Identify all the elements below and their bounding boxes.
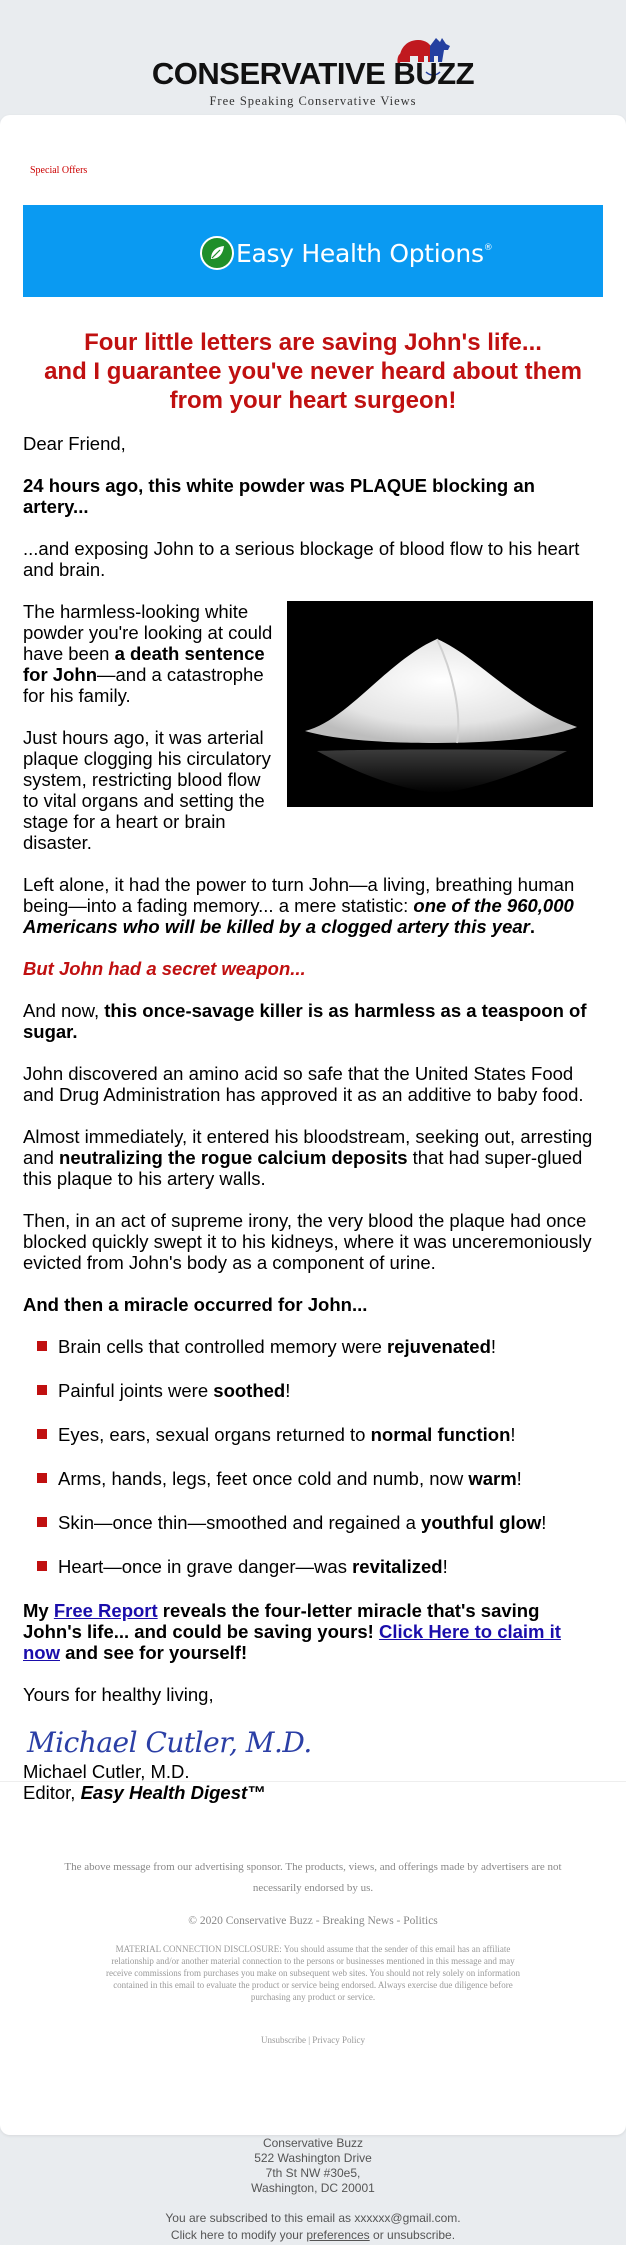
list-item	[23, 1336, 603, 1357]
list-item	[23, 1512, 603, 1533]
divider	[0, 1781, 626, 1782]
text: reveals the four-letter miracle that's saving John's life... and could be saving yours!	[23, 1600, 540, 1642]
logo[interactable]	[0, 16, 626, 108]
text: Arms, hands, legs, feet once cold and numb, now	[58, 1468, 469, 1489]
text: Painful joints were	[58, 1380, 214, 1401]
text: !	[510, 1424, 516, 1445]
material-disclosure: MATERIAL CONNECTION DISCLOSURE: You should assume that the sender of this email has an affiliate relationship and/or another material connection to the persons or businesses mentioned in this message and may receive commissions from purchases you make on subsequent web sites. You should not rely solely on information contained in this email to evaluate the product or service being endorsed. Always exercise due diligence before purchasing any product or service.	[106, 1944, 520, 2002]
text: Almost immediately, it entered his bloodstream, seeking out, arresting and	[23, 1126, 593, 1168]
list-item	[23, 1556, 603, 1577]
paragraph-plaque	[23, 475, 603, 517]
paragraph-amino-acid: John discovered an amino acid so safe that the United States Food and Drug Administration has approved it as an additive to baby food.	[23, 1063, 584, 1105]
benefits-list	[23, 1336, 603, 1577]
text: My	[23, 1600, 54, 1621]
bold-text: normal function	[370, 1424, 511, 1445]
bold-text: 24 hours ago, this white powder was PLAQUE blocking an artery...	[23, 475, 535, 517]
red-square-bullet-icon	[37, 1473, 47, 1483]
text: !	[541, 1512, 547, 1533]
bold-text: And then a miracle occurred for John...	[23, 1294, 368, 1315]
easy-health-banner[interactable]	[23, 205, 603, 297]
headline-line: Four little letters are saving John's life...	[84, 329, 542, 356]
paragraph-exposing: ...and exposing John to a serious blockage of blood flow to his heart and brain.	[23, 538, 580, 580]
text: !	[516, 1468, 522, 1489]
address-line: 7th St NW #30e5,	[265, 2166, 361, 2180]
red-square-bullet-icon	[37, 1561, 47, 1571]
headline-line: from your heart surgeon!	[169, 387, 457, 414]
text: And now,	[23, 1000, 105, 1021]
text: —and a catastrophe for his family.	[23, 664, 264, 706]
paragraph-and-now	[23, 1000, 603, 1042]
bold-text: this once-savage killer is as harmless as a teaspoon of sugar.	[23, 1000, 587, 1042]
preferences-link[interactable]: preferences	[306, 2228, 370, 2242]
address-line: Washington, DC 20001	[251, 2181, 375, 2195]
special-offers-label: Special Offers	[30, 165, 88, 176]
text: Eyes, ears, sexual organs returned to	[58, 1424, 371, 1445]
text: and see for yourself!	[60, 1642, 248, 1663]
leaf-icon	[200, 236, 234, 270]
paragraph-left-alone	[23, 874, 603, 937]
list-item	[23, 1424, 603, 1445]
claim-it-now-link[interactable]: Click Here to claim it now	[23, 1621, 561, 1663]
subscription-notice	[0, 2210, 626, 2244]
footer-links: Unsubscribe | Privacy Policy	[260, 2035, 366, 2045]
bold-text: youthful glow	[421, 1512, 542, 1533]
publication-name: Easy Health Digest™	[80, 1782, 266, 1803]
list-item	[23, 1380, 603, 1401]
paragraph-bloodstream	[23, 1126, 603, 1189]
sig-editor	[23, 1782, 603, 1803]
address-line: 522 Washington Drive	[254, 2151, 372, 2165]
paragraph-miracle	[23, 1294, 603, 1315]
text: that had super-glued this plaque to his artery walls.	[23, 1147, 583, 1189]
text: !	[285, 1380, 291, 1401]
bold-text: neutralizing the rogue calcium deposits	[59, 1147, 408, 1168]
call-to-action	[23, 1600, 603, 1663]
banner-brand	[236, 239, 492, 268]
mailing-address	[0, 2136, 626, 2196]
email-card	[0, 115, 626, 2135]
subscribed-email-text: You are subscribed to this email as xxxxxx@gmail.com.	[165, 2211, 461, 2225]
header	[0, 0, 626, 115]
paragraph-irony: Then, in an act of supreme irony, the very blood the plaque had once blocked quickly swept it to his kidneys, where it was unceremoniously evicted from John's body as a component of urine.	[23, 1210, 592, 1273]
bold-text: soothed	[213, 1380, 286, 1401]
red-square-bullet-icon	[37, 1517, 47, 1527]
signature-block	[23, 1761, 603, 1803]
text: Brain cells that controlled memory were	[58, 1336, 388, 1357]
banner-brand-text: Easy Health Options	[236, 239, 484, 268]
bold-text: a death sentence for John	[23, 643, 265, 685]
privacy-policy-link[interactable]: Privacy Policy	[312, 2035, 366, 2045]
secret-weapon-line: But John had a secret weapon...	[23, 958, 306, 979]
greeting: Dear Friend,	[23, 433, 126, 454]
registered-mark: ®	[483, 242, 493, 253]
red-square-bullet-icon	[37, 1385, 47, 1395]
closing: Yours for healthy living,	[23, 1684, 214, 1705]
address-line: Conservative Buzz	[262, 2136, 364, 2150]
signature: Michael Cutler, M.D.	[27, 1726, 312, 1759]
sig-name: Michael Cutler, M.D.	[23, 1761, 190, 1782]
list-item	[23, 1468, 603, 1489]
logo-title: CONSERVATIVE BUZZ	[151, 56, 475, 91]
email-body	[23, 328, 603, 1803]
text: Editor,	[23, 1782, 81, 1803]
bold-italic-text: one of the 960,000 Americans who will be killed by a clogged artery this year	[23, 895, 574, 937]
unsubscribe-link[interactable]: Unsubscribe	[260, 2035, 306, 2045]
text: The harmless-looking white powder you're looking at could have been	[23, 601, 273, 664]
red-square-bullet-icon	[37, 1341, 47, 1351]
text: !	[442, 1556, 448, 1577]
text: Skin—once thin—smoothed and regained a	[58, 1512, 422, 1533]
red-square-bullet-icon	[37, 1429, 47, 1439]
white-powder-image	[287, 601, 593, 807]
headline	[23, 328, 603, 415]
modify-preferences-line	[0, 2227, 626, 2244]
copyright: © 2020 Conservative Buzz - Breaking News - Politics	[188, 1915, 438, 1927]
bold-text: rejuvenated	[387, 1336, 491, 1357]
sponsor-notice: The above message from our advertising sponsor. The products, views, and offerings made by advertisers are not necessarily endorsed by us.	[64, 1861, 562, 1894]
text: Heart—once in grave danger—was	[58, 1556, 353, 1577]
text: or unsubscribe.	[369, 2228, 456, 2242]
text: .	[529, 916, 536, 937]
bold-text: warm	[468, 1468, 517, 1489]
text: Click here to modify your	[170, 2228, 307, 2242]
bold-text: revitalized	[352, 1556, 443, 1577]
logo-subtitle: Free Speaking Conservative Views	[209, 94, 417, 108]
free-report-link[interactable]: Free Report	[53, 1600, 158, 1621]
paragraph-hours-ago: Just hours ago, it was arterial plaque clogging his circulatory system, restricting blood flow to vital organs and setting the stage for a heart or brain disaster.	[23, 727, 271, 853]
text: Left alone, it had the power to turn John—a living, breathing human being—into a fading memory... a mere statistic:	[23, 874, 575, 916]
text: !	[490, 1336, 497, 1357]
headline-line: and I guarantee you've never heard about them	[44, 358, 582, 385]
